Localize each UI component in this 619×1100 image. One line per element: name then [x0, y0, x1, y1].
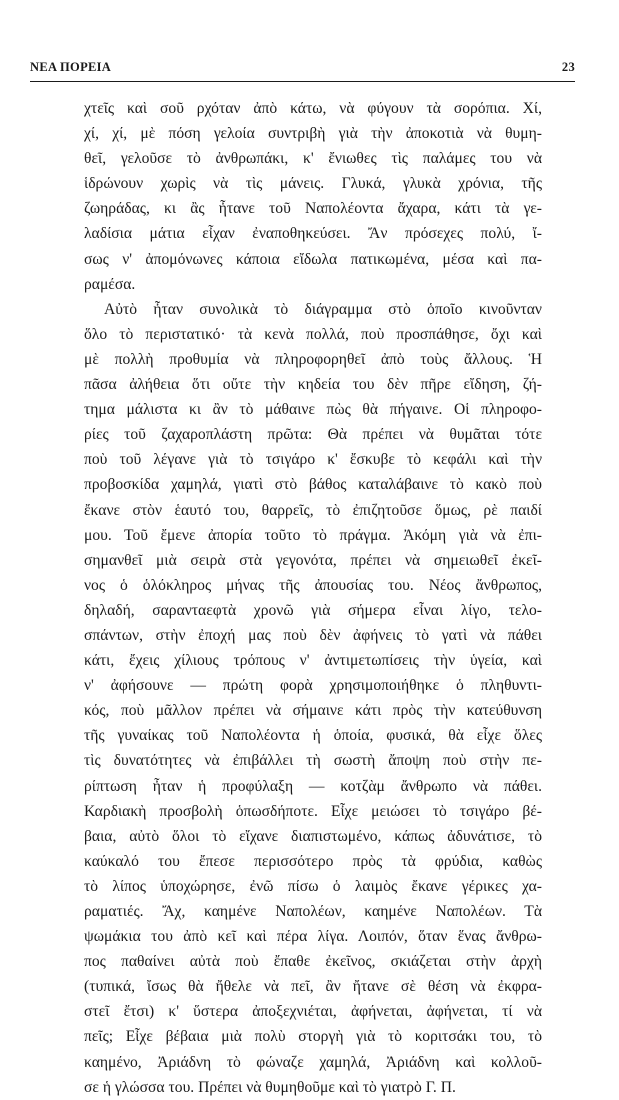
- text-line: σε ἡ γλώσσα του. Πρέπει νὰ θυμηθοῦμε καὶ τὸ γιατρὸ Γ. Π.: [84, 1078, 456, 1096]
- text-line: τῆς γυναίκας τοῦ Ναπολέοντα ἡ ὁποία, φυσικά, θὰ εἶχε ὅλες: [84, 727, 542, 745]
- text-line: πᾶσα ἀλήθεια ὅτι οὔτε τὴν κηδεία του δὲν πῆρε εἴδηση, ζή-: [84, 376, 542, 394]
- text-line: Αὐτὸ ἦταν συνολικὰ τὸ διάγραμμα στὸ ὁποῖο κινοῦνταν: [104, 300, 542, 318]
- text-line: στεῖ ἔτσι) κ' ὕστερα ἀποξεχνιέται, ἀφήνεται, ἀφήνεται, τί νὰ: [84, 1003, 542, 1021]
- text-line: θεῖ, γελοῦσε τὸ ἀνθρωπάκι, κ' ἔνιωθες τὶς παλάμες του νὰ: [84, 150, 542, 168]
- text-line: ν' ἀφήσουνε — πρώτη φορὰ χρησιμοποιήθηκε ὁ πληθυντι-: [84, 677, 542, 695]
- text-line: ρίες τοῦ ζαχαροπλάστη πρῶτα: Θὰ πρέπει νὰ θυμᾶται τότε: [84, 426, 542, 444]
- text-line: τὸ λίπος ὑποχώρησε, ἐνῶ πίσω ὁ λαιμὸς ἔκανε γέρικες χα-: [84, 877, 542, 895]
- text-line: χτεῖς καὶ σοῦ ρχόταν ἀπὸ κάτω, νὰ φύγουν τὰ σορόπια. Χί,: [84, 100, 542, 117]
- text-line: σημανθεῖ μιὰ σειρὰ στὰ γεγονότα, πρέπει νὰ σημειωθεῖ ἐκεῖ-: [84, 551, 542, 569]
- text-line: Καρδιακὴ προσβολὴ ὁπωσδήποτε. Εἶχε μειώσει τὸ τσιγάρο βέ-: [84, 802, 542, 820]
- text-line: ποὺ τοῦ λέγανε γιὰ τὸ τσιγάρο κ' ἔσκυβε τὸ κεφάλι καὶ τὴν: [84, 451, 542, 469]
- text-line: καύκαλό του ἔπεσε περισσότερο πρὸς τὰ φρύδια, καθὼς: [84, 852, 542, 870]
- text-line: πεῖς; Εἶχε βέβαια μιὰ πολὺ στοργὴ γιὰ τὸ κοριτσάκι του, τὸ: [84, 1028, 542, 1046]
- text-line: τὶς δυνατότητες νὰ ἐπιβάλλει τὴ σωστὴ ἄποψη ποὺ στὴν πε-: [84, 752, 542, 770]
- text-line: ραμέσα.: [84, 275, 136, 293]
- page-number: 23: [561, 60, 575, 74]
- text-line: χί, χί, μὲ πόση γελοία συντριβὴ γιὰ τὴν ἀποκοτιὰ νὰ θυμη-: [84, 125, 542, 143]
- text-line: ἔκανε στὸν ἑαυτό του, θαρρεῖς, τὸ ἐπιζητοῦσε ὅμως, ρὲ παιδί: [84, 501, 542, 519]
- text-line: ζωηράδας, κι ἂς ἦτανε τοῦ Ναπολέοντα ἄχαρα, κάτι τὰ γε-: [84, 200, 542, 218]
- text-line: ρίπτωση ἦταν ἡ προφύλαξη — κοτζὰμ ἄνθρωπο νὰ πάθει.: [84, 777, 542, 795]
- text-line: δηλαδή, σαρανταεφτὰ χρονῶ γιὰ σήμερα εἶναι λίγο, τελο-: [84, 601, 542, 619]
- text-line: καημένο, Ἀριάδνη τὸ φώναζε χαμηλά, Ἀριάδνη καὶ κολλοῦ-: [84, 1053, 542, 1071]
- text-line: τημα μάλιστα κι ἂν τὸ μάθαινε πὼς θὰ πήγαινε. Οἱ πληροφο-: [84, 401, 542, 419]
- text-line: σπάντων, στὴν ἐποχή μας ποὺ δὲν ἀφήνεις τὸ γατὶ νὰ πάθει: [84, 626, 542, 644]
- text-line: μὲ πολλὴ προθυμία νὰ πληροφορηθεῖ ἀπὸ τοὺς ἄλλους. Ἡ: [84, 350, 542, 368]
- text-line: ψωμάκια του ἀπὸ κεῖ καὶ πέρα λίγα. Λοιπόν, ὅταν ἕνας ἄνθρω-: [84, 928, 542, 946]
- text-line: κός, ποὺ μᾶλλον πρέπει νὰ σήμαινε κάτι πρὸς τὴν κατεύθυνση: [84, 702, 542, 720]
- text-line: σως ν' ἀπομόνωνες κάποια εἴδωλα πατικωμένα, μέσα καὶ πα-: [84, 250, 542, 268]
- text-line: βαια, αὐτὸ ὅλοι τὸ εἴχανε διαπιστωμένο, κάπως ἀδυνάτισε, τὸ: [84, 827, 542, 845]
- text-line: νος ὁ ὁλόκληρος μήνας τῆς ἀπουσίας του. Νέος ἄνθρωπος,: [84, 576, 542, 594]
- text-line: μου. Τοῦ ἔμενε ἀπορία τοῦτο τὸ πράγμα. Ἀκόμη γιὰ νὰ ἐπι-: [84, 526, 542, 544]
- text-line: προβοσκίδα χαμηλά, γιατὶ στὸ βάθος καταλάβαινε τὸ κακὸ ποὺ: [84, 476, 542, 494]
- text-line: κάτι, ἔχεις χίλιους τρόπους ν' ἀντιμετωπίσεις τὴν ὑγεία, καὶ: [84, 652, 542, 670]
- text-line: ἱδρώνουν χωρὶς νὰ τὶς μάνεις. Γλυκά, γλυκὰ χρόνια, τῆς: [84, 175, 542, 193]
- text-line: ραματιές. Ἄχ, καημένε Ναπολέων, καημένε Ναπολέων. Τὰ: [84, 903, 542, 920]
- text-line: ὅλο τὸ περιστατικό· τὰ κενὰ πολλά, ποὺ προσπάθησε, ὄχι καὶ: [84, 325, 542, 343]
- text-line: πος παθαίνει αὐτὰ ποὺ ἔπαθε ἐκεῖνος, σκιάζεται στὴν ἀρχὴ: [84, 953, 542, 971]
- body-text: [84, 96, 542, 1100]
- text-line: λαδίσια μάτια εἶχαν ἐναποθηκεύσει. Ἄν πρόσεχες πολύ, ἴ-: [84, 225, 542, 243]
- header-rule: [30, 81, 575, 82]
- running-head: [30, 58, 575, 80]
- text-line: (τυπικά, ἴσως θὰ ἤθελε νὰ πεῖ, ἂν ἤτανε σὲ θέση νὰ ἐκφρα-: [84, 978, 542, 996]
- journal-title: ΝΕΑ ΠΟΡΕΙΑ: [30, 60, 112, 74]
